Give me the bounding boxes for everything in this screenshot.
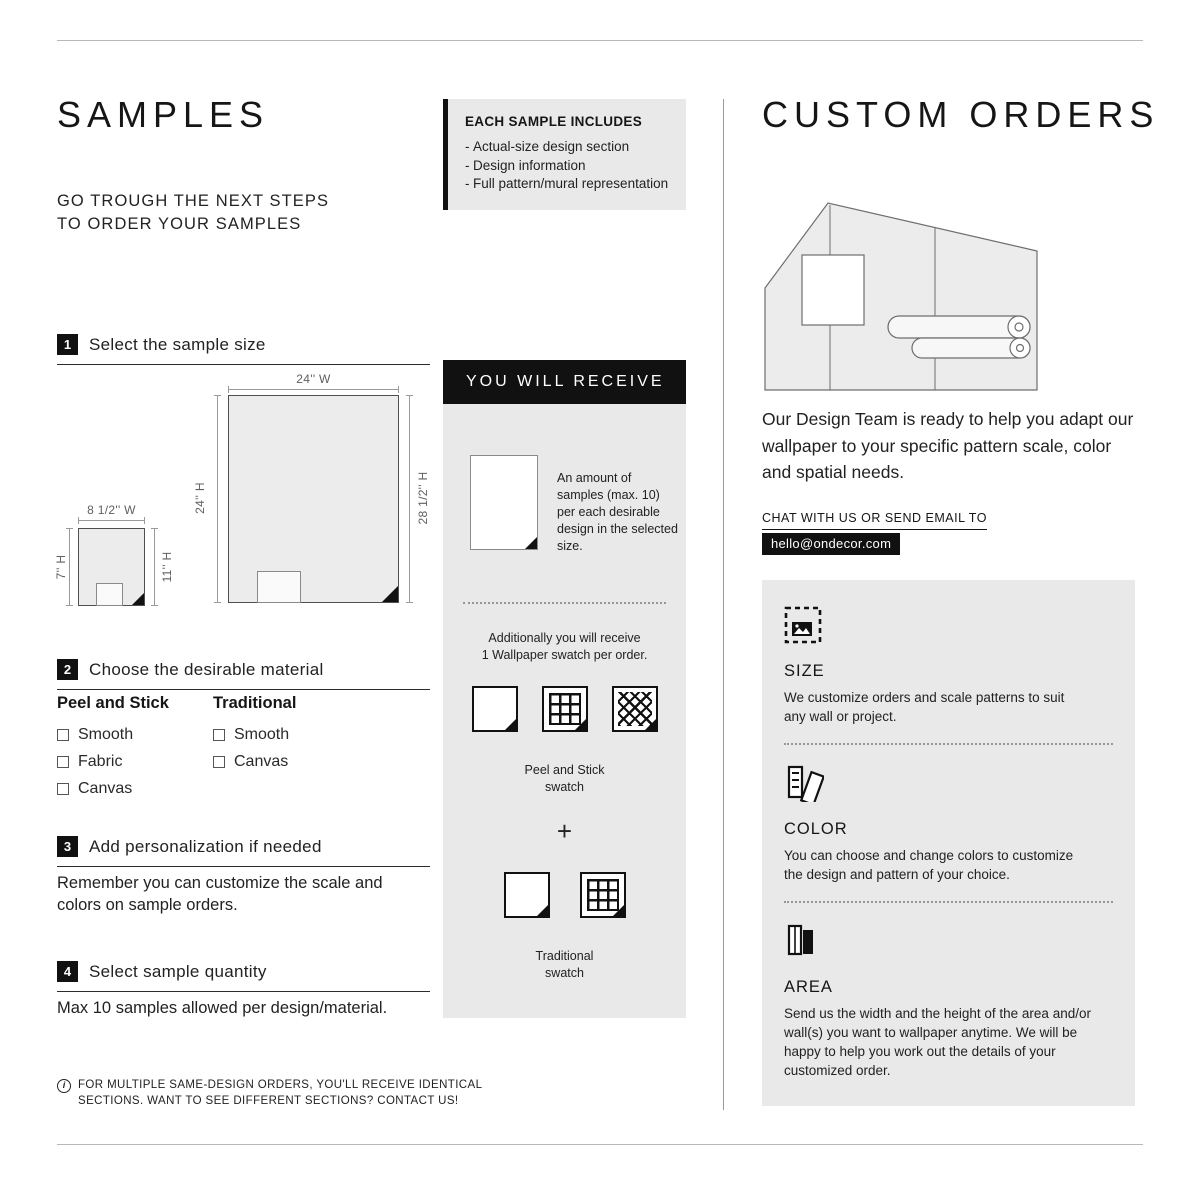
quantity-note: Max 10 samples allowed per design/material. <box>57 999 388 1017</box>
bottom-rule <box>57 1144 1143 1145</box>
includes-title: EACH SAMPLE INCLUDES <box>465 114 643 129</box>
email-link[interactable]: hello@ondecor.com <box>762 533 900 555</box>
plain-swatch-icon <box>504 872 550 918</box>
includes-item: - Actual-size design section <box>465 138 672 157</box>
peel-swatch-label: Peel and Stick swatch <box>524 763 605 794</box>
plain-swatch-icon <box>472 686 518 732</box>
sample-sheet-icon <box>470 455 538 550</box>
top-rule <box>57 40 1143 41</box>
folded-corner <box>382 586 398 602</box>
small-sample-width-label: 8 1/2'' W <box>87 503 136 517</box>
custom-orders-intro: Our Design Team is ready to help you adapt our wallpaper to your specific pattern scale, color and spatial needs. <box>762 409 1134 482</box>
dotted-separator <box>784 901 1113 903</box>
step-3-label: Add personalization if needed <box>89 836 322 856</box>
checkbox-traditional-canvas[interactable] <box>213 756 225 768</box>
traditional-title: Traditional <box>213 694 297 712</box>
color-title: COLOR <box>784 820 848 838</box>
dimension-line <box>228 389 399 390</box>
dimension-line <box>69 528 70 606</box>
info-icon: i <box>57 1079 71 1093</box>
samples-intro <box>57 190 329 236</box>
you-will-receive-panel <box>443 404 686 1018</box>
traditional-column <box>213 694 296 807</box>
feature-size <box>784 606 1115 726</box>
dotted-separator <box>784 743 1113 745</box>
wallpaper-wall-illustration <box>762 198 1040 399</box>
option-peel-canvas[interactable] <box>57 780 213 798</box>
wallpaper-rolls-icon <box>784 920 1115 965</box>
option-label: Smooth <box>234 726 290 743</box>
samples-amount-text: An amount of samples (max. 10) per each desirable design in the selected size. <box>557 471 678 553</box>
step-4-label: Select sample quantity <box>89 961 267 981</box>
large-sample-rect <box>228 395 399 603</box>
each-sample-includes-box <box>443 99 686 210</box>
sample-section-marker <box>96 583 123 606</box>
size-title: SIZE <box>784 662 825 680</box>
custom-features-panel <box>762 580 1135 1106</box>
option-label: Fabric <box>78 753 123 770</box>
includes-item: - Full pattern/mural representation <box>465 175 672 194</box>
small-sample-rect <box>78 528 145 606</box>
color-text: You can choose and change colors to customize the design and pattern of your choice. <box>784 848 1074 882</box>
footer-note-line1: FOR MULTIPLE SAME-DESIGN ORDERS, YOU'LL RECEIVE IDENTICAL <box>78 1079 483 1091</box>
plus-sign: + <box>556 816 573 846</box>
material-options <box>57 694 430 807</box>
large-sample-left-height-label: 24'' H <box>193 482 207 514</box>
footer-note-text <box>78 1078 482 1109</box>
samples-title: SAMPLES <box>57 94 270 135</box>
dimension-line <box>154 528 155 606</box>
folded-corner <box>525 537 537 549</box>
option-traditional-smooth[interactable] <box>213 726 296 744</box>
peel-and-stick-title: Peel and Stick <box>57 694 169 712</box>
size-icon <box>784 606 1115 649</box>
traditional-swatch-row <box>443 872 686 918</box>
dimension-line <box>217 395 218 603</box>
wall-illustration-svg <box>762 198 1040 394</box>
samples-intro-line2: TO ORDER YOUR SAMPLES <box>57 215 302 233</box>
step-2-header <box>57 659 430 690</box>
checkbox-traditional-smooth[interactable] <box>213 729 225 741</box>
footer-note <box>57 1078 557 1109</box>
step-1-label: Select the sample size <box>89 334 266 354</box>
traditional-swatch-label: Traditional swatch <box>535 949 594 980</box>
dimension-line <box>78 520 145 521</box>
dimension-line <box>409 395 410 603</box>
chat-with-us-label: CHAT WITH US OR SEND EMAIL TO <box>762 511 987 530</box>
folded-corner <box>613 905 624 916</box>
area-text: Send us the width and the height of the area and/or wall(s) you want to wallpaper anytime. We will be happy to help you work out the details of your customized order. <box>784 1006 1091 1078</box>
step-3-header <box>57 836 430 867</box>
sample-size-diagram <box>54 370 430 615</box>
checkbox-peel-fabric[interactable] <box>57 756 69 768</box>
folded-corner <box>537 905 548 916</box>
step-3-number: 3 <box>57 836 78 857</box>
dotted-separator <box>463 602 666 604</box>
peel-swatch-row <box>443 686 686 732</box>
folded-corner <box>575 719 586 730</box>
folded-corner <box>645 719 656 730</box>
option-traditional-canvas[interactable] <box>213 753 296 771</box>
step-2-number: 2 <box>57 659 78 680</box>
samples-intro-line1: GO TROUGH THE NEXT STEPS <box>57 192 330 210</box>
small-sample-left-height-label: 7'' H <box>54 554 68 580</box>
step-2-label: Choose the desirable material <box>89 659 324 679</box>
peel-and-stick-column <box>57 694 213 807</box>
crosshatch-swatch-icon <box>612 686 658 732</box>
grid-swatch-icon <box>542 686 588 732</box>
column-divider <box>723 99 724 1110</box>
area-title: AREA <box>784 978 833 996</box>
additional-swatch-text: Additionally you will receive 1 Wallpaper swatch per order. <box>481 631 648 662</box>
step-1-header <box>57 334 430 365</box>
checkbox-peel-canvas[interactable] <box>57 783 69 795</box>
folded-corner <box>505 719 516 730</box>
custom-orders-title: CUSTOM ORDERS <box>762 94 1160 135</box>
step-4-header <box>57 961 430 992</box>
grid-swatch-icon <box>580 872 626 918</box>
feature-area <box>784 920 1115 1080</box>
step-4-number: 4 <box>57 961 78 982</box>
option-peel-smooth[interactable] <box>57 726 213 744</box>
option-peel-fabric[interactable] <box>57 753 213 771</box>
size-text: We customize orders and scale patterns to suit any wall or project. <box>784 690 1065 724</box>
includes-item: - Design information <box>465 157 672 176</box>
checkbox-peel-smooth[interactable] <box>57 729 69 741</box>
option-label: Canvas <box>234 753 289 770</box>
large-sample-width-label: 24'' W <box>296 372 331 386</box>
you-will-receive-header: YOU WILL RECEIVE <box>443 360 686 404</box>
sample-section-marker <box>257 571 301 603</box>
option-label: Canvas <box>78 780 133 797</box>
folded-corner <box>132 593 144 605</box>
small-sample-right-height-label: 11'' H <box>160 551 174 583</box>
includes-item-text: Design information <box>473 157 586 173</box>
large-sample-right-height-label: 28 1/2'' H <box>416 471 430 525</box>
option-label: Smooth <box>78 726 134 743</box>
color-swatches-icon <box>784 762 1115 807</box>
includes-item-text: Actual-size design section <box>473 139 630 154</box>
feature-color <box>784 762 1115 884</box>
step-1-number: 1 <box>57 334 78 355</box>
includes-item-text: Full pattern/mural representation <box>473 176 669 191</box>
footer-note-line2: SECTIONS. WANT TO SEE DIFFERENT SECTIONS? CONTACT US! <box>78 1094 459 1107</box>
personalization-note: Remember you can customize the scale and colors on sample orders. <box>57 874 383 914</box>
